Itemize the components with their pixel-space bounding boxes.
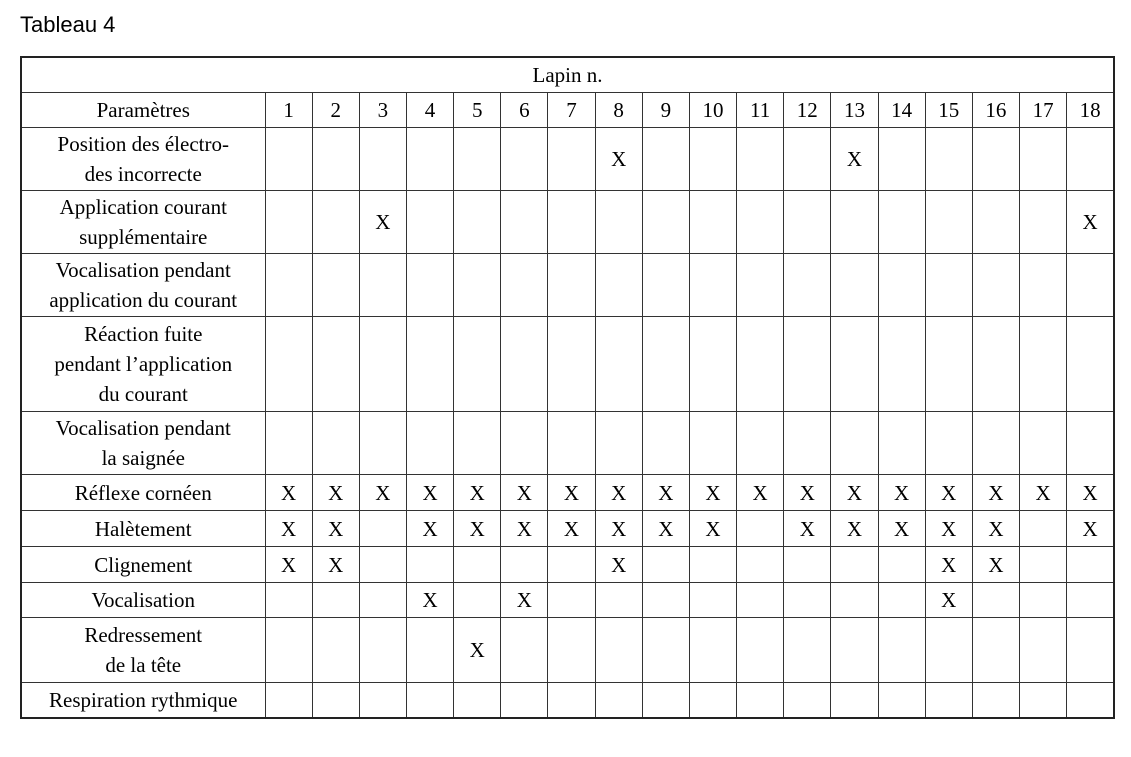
table-row: [21, 317, 1114, 412]
table-cell: [1020, 547, 1067, 583]
table-cell: [737, 317, 784, 412]
table-cell: [925, 191, 972, 254]
table-row: [21, 191, 1114, 254]
group-header: Lapin n.: [21, 57, 1114, 93]
table-cell: [689, 583, 736, 618]
table-cell: [454, 547, 501, 583]
table-cell: X: [1067, 191, 1114, 254]
table-cell: X: [972, 547, 1019, 583]
row-label: Respiration rythmique: [21, 683, 265, 718]
table-cell: [878, 618, 925, 683]
table-cell: [1020, 412, 1067, 475]
table-row: [21, 412, 1114, 475]
table-cell: [595, 191, 642, 254]
param-header: Paramètres: [21, 93, 265, 128]
table-cell: [689, 547, 736, 583]
table-cell: [831, 412, 878, 475]
table-cell: X: [406, 511, 453, 547]
table-cell: X: [265, 475, 312, 511]
table-cell: [501, 254, 548, 317]
table-cell: [925, 412, 972, 475]
table-cell: [642, 683, 689, 718]
table-cell: [265, 254, 312, 317]
table-cell: [784, 583, 831, 618]
table-cell: [689, 618, 736, 683]
column-header: 13: [831, 93, 878, 128]
table-cell: [312, 317, 359, 412]
column-header: 12: [784, 93, 831, 128]
table-cell: [595, 317, 642, 412]
table-cell: [406, 618, 453, 683]
table-cell: [737, 683, 784, 718]
column-header: 7: [548, 93, 595, 128]
table-cell: [831, 683, 878, 718]
table-cell: [312, 683, 359, 718]
table-cell: X: [784, 475, 831, 511]
table-cell: [642, 128, 689, 191]
table-row: [21, 254, 1114, 317]
row-label: Vocalisation: [21, 583, 265, 618]
table-cell: [784, 683, 831, 718]
table-cell: [737, 583, 784, 618]
table-cell: [312, 254, 359, 317]
table-cell: X: [501, 583, 548, 618]
row-label: Position des électro- des incorrecte: [21, 128, 265, 191]
table-cell: X: [595, 511, 642, 547]
table-cell: [359, 547, 406, 583]
row-label: Application courant supplémentaire: [21, 191, 265, 254]
table-cell: [878, 317, 925, 412]
table-cell: [595, 618, 642, 683]
table-cell: [1067, 412, 1114, 475]
table-cell: [454, 412, 501, 475]
table-cell: [454, 583, 501, 618]
table-cell: [595, 254, 642, 317]
table-cell: X: [548, 475, 595, 511]
table-cell: [831, 618, 878, 683]
table-cell: [454, 128, 501, 191]
table-cell: [454, 317, 501, 412]
table-cell: [501, 191, 548, 254]
table-cell: X: [1020, 475, 1067, 511]
table-cell: [359, 128, 406, 191]
table-cell: [548, 683, 595, 718]
table-cell: [642, 547, 689, 583]
table-cell: [312, 583, 359, 618]
table-cell: [1067, 583, 1114, 618]
table-cell: [548, 583, 595, 618]
table-cell: [925, 128, 972, 191]
table-cell: [548, 547, 595, 583]
table-cell: X: [972, 475, 1019, 511]
table-cell: [501, 412, 548, 475]
table-cell: [972, 583, 1019, 618]
table-row: [21, 475, 1114, 511]
row-label: Halètement: [21, 511, 265, 547]
table-cell: [737, 618, 784, 683]
table-cell: [972, 254, 1019, 317]
table-cell: [784, 254, 831, 317]
column-header: 2: [312, 93, 359, 128]
table-cell: X: [831, 511, 878, 547]
column-header: 14: [878, 93, 925, 128]
table-cell: [548, 618, 595, 683]
row-label: Vocalisation pendant la saignée: [21, 412, 265, 475]
table-cell: [548, 191, 595, 254]
row-label: Réflexe cornéen: [21, 475, 265, 511]
table-cell: [642, 412, 689, 475]
table-cell: X: [642, 475, 689, 511]
table-cell: X: [642, 511, 689, 547]
table-cell: [1020, 191, 1067, 254]
column-header: 11: [737, 93, 784, 128]
table-cell: [548, 254, 595, 317]
table-cell: X: [689, 511, 736, 547]
table-cell: [1067, 254, 1114, 317]
table-cell: X: [1067, 475, 1114, 511]
table-row: [21, 511, 1114, 547]
table-cell: [265, 583, 312, 618]
table-cell: [454, 683, 501, 718]
table-cell: X: [831, 475, 878, 511]
table-cell: [878, 412, 925, 475]
table-cell: [1067, 317, 1114, 412]
table-cell: [878, 583, 925, 618]
table-row: [21, 583, 1114, 618]
table-cell: X: [265, 547, 312, 583]
table-cell: X: [831, 128, 878, 191]
table-cell: [925, 618, 972, 683]
table-cell: [359, 683, 406, 718]
table-cell: [972, 128, 1019, 191]
column-header: 3: [359, 93, 406, 128]
table-cell: [595, 583, 642, 618]
row-label: Vocalisation pendant application du courant: [21, 254, 265, 317]
table-cell: [689, 254, 736, 317]
table-cell: [737, 128, 784, 191]
table-cell: [925, 317, 972, 412]
table-cell: [784, 317, 831, 412]
table-cell: [878, 683, 925, 718]
table-cell: [784, 547, 831, 583]
table-cell: [831, 583, 878, 618]
table-cell: [359, 317, 406, 412]
table-row: [21, 547, 1114, 583]
table-cell: [1020, 511, 1067, 547]
table-cell: [689, 683, 736, 718]
table-cell: X: [1067, 511, 1114, 547]
table-cell: [737, 511, 784, 547]
table-cell: X: [406, 583, 453, 618]
table-cell: [878, 254, 925, 317]
table-cell: X: [925, 547, 972, 583]
table-cell: [501, 317, 548, 412]
table-cell: [1020, 317, 1067, 412]
table-cell: X: [784, 511, 831, 547]
table-cell: [1067, 618, 1114, 683]
table-cell: [548, 317, 595, 412]
table-cell: X: [595, 547, 642, 583]
table-cell: [265, 412, 312, 475]
table-cell: [642, 317, 689, 412]
column-header: 5: [454, 93, 501, 128]
column-header: 15: [925, 93, 972, 128]
column-header: 17: [1020, 93, 1067, 128]
table-cell: X: [359, 475, 406, 511]
table-cell: [312, 412, 359, 475]
table-cell: [972, 191, 1019, 254]
table-cell: [1020, 683, 1067, 718]
table-cell: [359, 412, 406, 475]
table-cell: [784, 128, 831, 191]
table-cell: [501, 618, 548, 683]
table-cell: [1020, 583, 1067, 618]
table-cell: [406, 317, 453, 412]
table-cell: X: [501, 511, 548, 547]
table-cell: X: [501, 475, 548, 511]
table-cell: X: [925, 583, 972, 618]
table-cell: [312, 128, 359, 191]
table-cell: [454, 191, 501, 254]
table-cell: [501, 683, 548, 718]
table-row: [21, 128, 1114, 191]
column-header: 1: [265, 93, 312, 128]
table-cell: [642, 191, 689, 254]
column-header: 6: [501, 93, 548, 128]
table-cell: X: [406, 475, 453, 511]
column-header: 18: [1067, 93, 1114, 128]
table-cell: [595, 683, 642, 718]
table-cell: [265, 683, 312, 718]
table-cell: X: [925, 475, 972, 511]
row-label: Redressement de la tête: [21, 618, 265, 683]
table-cell: [878, 128, 925, 191]
table-cell: X: [595, 475, 642, 511]
table-cell: [265, 317, 312, 412]
table-cell: X: [454, 511, 501, 547]
table-cell: [878, 547, 925, 583]
table-cell: [406, 683, 453, 718]
table-cell: [548, 412, 595, 475]
table-cell: X: [548, 511, 595, 547]
table-cell: X: [878, 475, 925, 511]
table-cell: [312, 618, 359, 683]
table-row: [21, 683, 1114, 718]
table-cell: X: [972, 511, 1019, 547]
table-cell: X: [312, 475, 359, 511]
table-cell: X: [737, 475, 784, 511]
table-cell: [737, 547, 784, 583]
table-cell: [359, 254, 406, 317]
table-cell: X: [359, 191, 406, 254]
table-cell: X: [265, 511, 312, 547]
table-cell: X: [689, 475, 736, 511]
table-cell: [1020, 254, 1067, 317]
table-cell: [737, 191, 784, 254]
column-header: 9: [642, 93, 689, 128]
table-cell: [642, 254, 689, 317]
table-cell: [1020, 618, 1067, 683]
table-cell: X: [595, 128, 642, 191]
column-header: 10: [689, 93, 736, 128]
table-cell: X: [454, 475, 501, 511]
table-cell: [831, 254, 878, 317]
table-cell: [1020, 128, 1067, 191]
table-cell: [689, 191, 736, 254]
table-cell: [878, 191, 925, 254]
table-cell: [406, 254, 453, 317]
table-cell: [737, 412, 784, 475]
observation-table: [20, 56, 1115, 719]
table-cell: [265, 191, 312, 254]
table-cell: [784, 412, 831, 475]
table-cell: [831, 191, 878, 254]
column-header: 16: [972, 93, 1019, 128]
table-cell: [548, 128, 595, 191]
table-cell: [642, 583, 689, 618]
table-cell: [689, 317, 736, 412]
table-cell: [925, 683, 972, 718]
column-header: 4: [406, 93, 453, 128]
table-cell: [501, 128, 548, 191]
table-cell: [359, 618, 406, 683]
table-cell: [831, 317, 878, 412]
table-cell: [972, 317, 1019, 412]
row-label: Réaction fuite pendant l’application du courant: [21, 317, 265, 412]
row-label: Clignement: [21, 547, 265, 583]
table-cell: [784, 191, 831, 254]
table-caption: Tableau 4: [20, 12, 116, 37]
table-cell: [406, 191, 453, 254]
table-cell: [454, 254, 501, 317]
table-cell: [972, 683, 1019, 718]
table-cell: [737, 254, 784, 317]
table-cell: [689, 128, 736, 191]
table-cell: [972, 412, 1019, 475]
table-cell: [1067, 547, 1114, 583]
table-cell: [689, 412, 736, 475]
column-header: 8: [595, 93, 642, 128]
table-cell: X: [312, 547, 359, 583]
table-cell: X: [925, 511, 972, 547]
table-cell: [1067, 128, 1114, 191]
table-cell: [831, 547, 878, 583]
table-cell: [784, 618, 831, 683]
table-cell: [595, 412, 642, 475]
table-cell: [1067, 683, 1114, 718]
table-row: [21, 618, 1114, 683]
table-cell: X: [454, 618, 501, 683]
table-cell: [359, 583, 406, 618]
table-cell: [406, 547, 453, 583]
table-cell: [359, 511, 406, 547]
table-cell: X: [878, 511, 925, 547]
table-cell: [642, 618, 689, 683]
table-cell: [925, 254, 972, 317]
table-cell: [406, 412, 453, 475]
table-cell: [265, 128, 312, 191]
table-cell: [501, 547, 548, 583]
table-cell: X: [312, 511, 359, 547]
table-cell: [265, 618, 312, 683]
table-cell: [312, 191, 359, 254]
table-cell: [406, 128, 453, 191]
table-cell: [972, 618, 1019, 683]
